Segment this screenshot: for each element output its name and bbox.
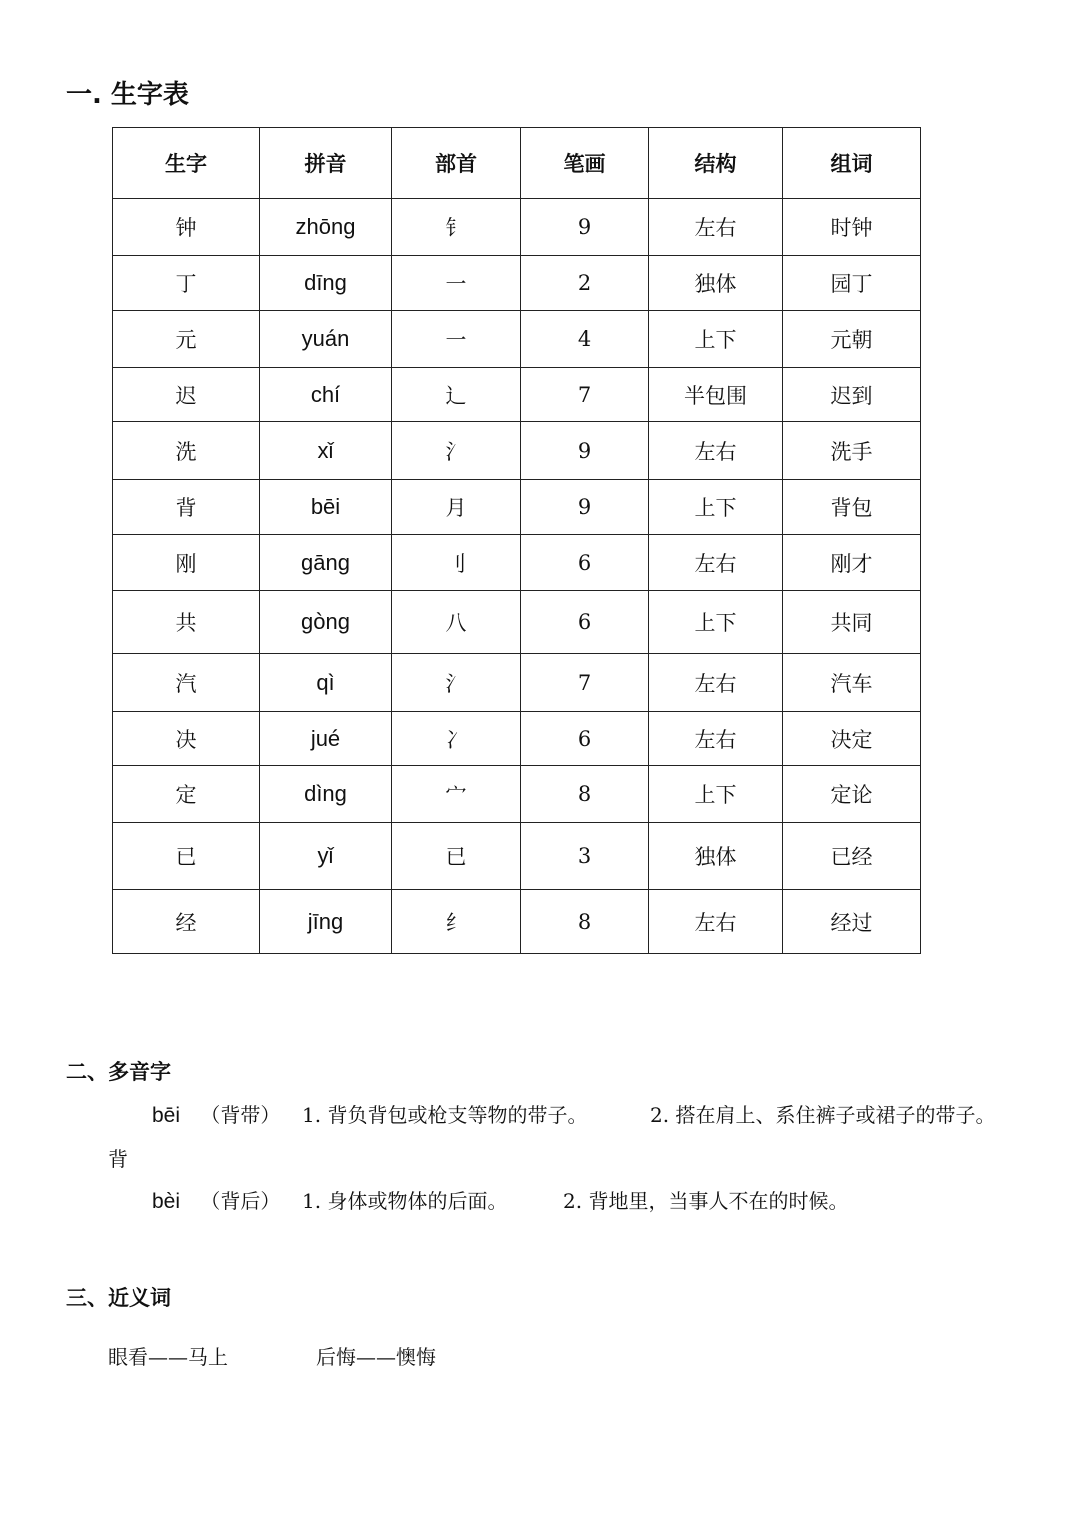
table-row: [113, 368, 921, 422]
cell-char: 元: [113, 311, 260, 368]
table-row: [113, 890, 921, 954]
cell-strokes: 9: [521, 480, 649, 535]
polyphonic-entry-1: [152, 1099, 280, 1128]
section-title-synonyms: 三、近义词: [66, 1286, 171, 1310]
header-pinyin: 拼音: [260, 128, 392, 199]
cell-radical: 一: [392, 256, 521, 311]
cell-words: 汽车: [783, 654, 921, 712]
cell-char: 定: [113, 766, 260, 823]
cell-words: 背包: [783, 480, 921, 535]
table-row: [113, 535, 921, 591]
cell-structure: 上下: [649, 766, 783, 823]
cell-pinyin: chí: [260, 368, 392, 422]
cell-radical: 宀: [392, 766, 521, 823]
cell-radical: 氵: [392, 422, 521, 480]
cell-pinyin: zhōng: [260, 199, 392, 256]
header-words: 组词: [783, 128, 921, 199]
cell-char: 钟: [113, 199, 260, 256]
section-title-polyphonic: 二、多音字: [66, 1060, 171, 1084]
cell-radical: 刂: [392, 535, 521, 591]
cell-strokes: 3: [521, 823, 649, 890]
table-row: [113, 199, 921, 256]
cell-strokes: 8: [521, 766, 649, 823]
cell-words: 园丁: [783, 256, 921, 311]
cell-pinyin: yǐ: [260, 823, 392, 890]
example-word: （背带）: [200, 1103, 281, 1127]
table-row: [113, 654, 921, 712]
cell-strokes: 2: [521, 256, 649, 311]
cell-pinyin: gòng: [260, 591, 392, 654]
cell-pinyin: jué: [260, 712, 392, 766]
cell-pinyin: qì: [260, 654, 392, 712]
cell-strokes: 7: [521, 654, 649, 712]
cell-strokes: 9: [521, 199, 649, 256]
cell-char: 汽: [113, 654, 260, 712]
cell-words: 时钟: [783, 199, 921, 256]
table-row: [113, 256, 921, 311]
cell-char: 洗: [113, 422, 260, 480]
meaning-1: 1. 身体或物体的后面。: [302, 1189, 508, 1213]
cell-char: 经: [113, 890, 260, 954]
cell-structure: 独体: [649, 256, 783, 311]
cell-structure: 半包围: [649, 368, 783, 422]
cell-words: 已经: [783, 823, 921, 890]
cell-char: 共: [113, 591, 260, 654]
cell-char: 决: [113, 712, 260, 766]
cell-structure: 左右: [649, 654, 783, 712]
cell-pinyin: yuán: [260, 311, 392, 368]
cell-char: 丁: [113, 256, 260, 311]
cell-words: 定论: [783, 766, 921, 823]
header-char: 生字: [113, 128, 260, 199]
header-structure: 结构: [649, 128, 783, 199]
cell-pinyin: jīng: [260, 890, 392, 954]
synonym-pair-1: 眼看——马上: [108, 1345, 228, 1369]
example-word: （背后）: [200, 1189, 281, 1213]
table-row: [113, 823, 921, 890]
cell-structure: 上下: [649, 480, 783, 535]
table-row: [113, 766, 921, 823]
meaning-2: 2. 搭在肩上、系住裤子或裙子的带子。: [650, 1103, 996, 1127]
cell-radical: 钅: [392, 199, 521, 256]
cell-pinyin: xǐ: [260, 422, 392, 480]
table-row: [113, 712, 921, 766]
cell-strokes: 8: [521, 890, 649, 954]
cell-strokes: 6: [521, 712, 649, 766]
cell-strokes: 7: [521, 368, 649, 422]
cell-words: 决定: [783, 712, 921, 766]
cell-radical: 氵: [392, 654, 521, 712]
cell-structure: 左右: [649, 535, 783, 591]
header-radical: 部首: [392, 128, 521, 199]
meaning-2: 2. 背地里，当事人不在的时候。: [563, 1189, 849, 1213]
cell-pinyin: dìng: [260, 766, 392, 823]
cell-char: 已: [113, 823, 260, 890]
table-row: [113, 311, 921, 368]
pinyin: bēi: [152, 1104, 181, 1127]
section-title-vocab-table: 一. 生字表: [66, 80, 189, 110]
cell-structure: 上下: [649, 591, 783, 654]
cell-pinyin: dīng: [260, 256, 392, 311]
cell-radical: 已: [392, 823, 521, 890]
cell-pinyin: bēi: [260, 480, 392, 535]
cell-words: 洗手: [783, 422, 921, 480]
table-row: [113, 422, 921, 480]
cell-strokes: 9: [521, 422, 649, 480]
header-strokes: 笔画: [521, 128, 649, 199]
cell-words: 元朝: [783, 311, 921, 368]
cell-structure: 独体: [649, 823, 783, 890]
cell-structure: 左右: [649, 422, 783, 480]
cell-radical: 辶: [392, 368, 521, 422]
cell-words: 迟到: [783, 368, 921, 422]
cell-char: 刚: [113, 535, 260, 591]
table-row: [113, 480, 921, 535]
cell-structure: 左右: [649, 199, 783, 256]
cell-radical: 纟: [392, 890, 521, 954]
cell-structure: 左右: [649, 712, 783, 766]
cell-radical: 一: [392, 311, 521, 368]
cell-char: 迟: [113, 368, 260, 422]
meaning-1: 1. 背负背包或枪支等物的带子。: [302, 1103, 588, 1127]
cell-radical: 冫: [392, 712, 521, 766]
table-row: [113, 591, 921, 654]
table-header-row: [113, 128, 921, 199]
cell-strokes: 6: [521, 535, 649, 591]
polyphonic-entry-2: [152, 1185, 280, 1214]
cell-structure: 左右: [649, 890, 783, 954]
cell-strokes: 4: [521, 311, 649, 368]
cell-strokes: 6: [521, 591, 649, 654]
cell-pinyin: gāng: [260, 535, 392, 591]
cell-words: 共同: [783, 591, 921, 654]
synonym-pair-2: 后悔——懊悔: [316, 1345, 436, 1369]
pinyin: bèi: [152, 1190, 181, 1213]
cell-radical: 月: [392, 480, 521, 535]
cell-char: 背: [113, 480, 260, 535]
cell-words: 刚才: [783, 535, 921, 591]
cell-structure: 上下: [649, 311, 783, 368]
vocab-table: [112, 127, 921, 954]
polyphonic-char: 背: [108, 1147, 128, 1171]
cell-words: 经过: [783, 890, 921, 954]
cell-radical: 八: [392, 591, 521, 654]
